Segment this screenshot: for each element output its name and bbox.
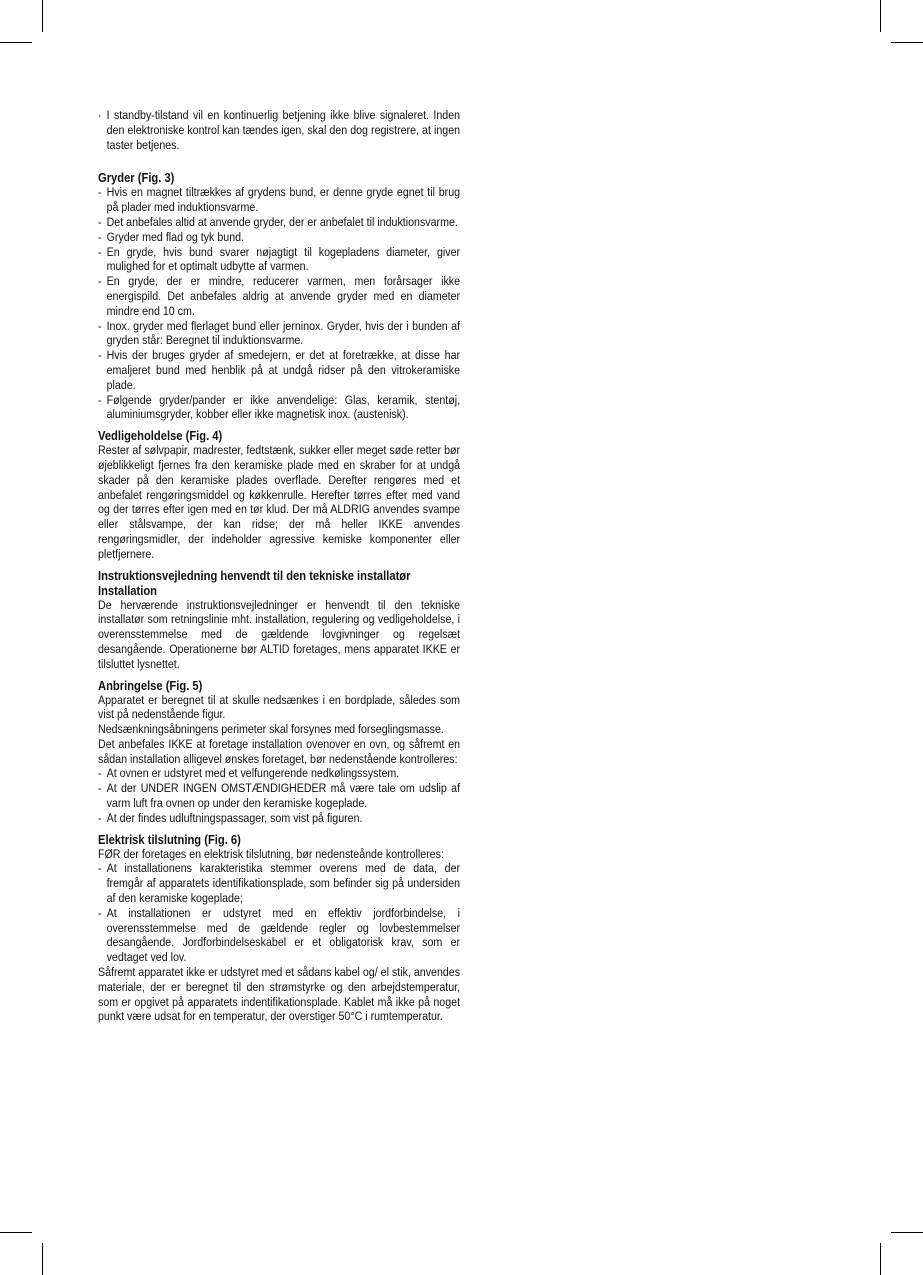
list-item: - Følgende gryder/pander er ikke anvendelige: Glas, keramik, stentøj, aluminiumsgryder, kobber eller ikke magnetisk inox. (austenisk). xyxy=(98,393,460,423)
crop-mark-top-right-v xyxy=(880,0,881,32)
vedligeholdelse-text: Rester af sølvpapir, madrester, fedtstænk, sukker eller meget søde retter bør øjeblikkeligt fjernes fra den keramiske plade med en skraber for at undgå skader på den keramiske plades overflade. Derefter rengøres med et anbefalet rengøringsmiddel og køkkenrulle. Herefter tørres efter med vand og der tørres efter igen med en tør klud. Der må ALDRIG anvendes svampe eller stålsvampe, der kan ridse; der må heller IKKE anvendes rengøringsmidler, der indeholder agressive kemiske komponenter eller pletfjernere. xyxy=(98,443,461,561)
list-item: · I standby-tilstand vil en kontinuerlig betjening ikke blive signaleret. Inden den elektroniske kontrol kan tændes igen, skal den dog registrere, at ingen taster betjenes. xyxy=(98,108,460,152)
list-item: - Gryder med flad og tyk bund. xyxy=(98,230,460,245)
crop-mark-top-right-h xyxy=(891,42,923,43)
list-item: - Det anbefales altid at anvende gryder, der er anbefalet til induktionsvarme. xyxy=(98,215,460,230)
crop-mark-top-left-h xyxy=(0,42,32,43)
elektrisk-text-1: FØR der foretages en elektrisk tilslutning, bør nedensteånde kontrolleres: xyxy=(98,846,444,861)
installation-text: De herværende instruktionsvejledninger er henvendt til den tekniske installatør som retningslinie mht. installation, regulering og vedligeholdelse, i overensstemmelse med de gældende lovgivninger og regelsæt desangående. Operationerne bør ALTID foretages, mens apparatet IKKE er tilsluttet lysnettet. xyxy=(98,597,461,671)
list-item: - At der UNDER INGEN OMSTÆNDIGHEDER må være tale om udslip af varm luft fra ovnen op under den keramiske kogeplade. xyxy=(98,781,460,811)
section-heading-installation: Installation xyxy=(98,582,158,598)
intro-list xyxy=(98,108,460,152)
anbringelse-text-1: Apparatet er beregnet til at skulle nedsænkes i en bordplade, således som vist på nedenstående figur. xyxy=(98,692,461,722)
list-item: - At ovnen er udstyret med et velfungerende nedkølingssystem. xyxy=(98,766,460,781)
list-item: - Inox. gryder med flerlaget bund eller jerninox. Gryder, hvis der i bunden af gryden står: Beregnet til induktionsvarme. xyxy=(98,319,460,349)
text-column xyxy=(98,108,460,1024)
crop-mark-bottom-left-h xyxy=(0,1232,32,1233)
elektrisk-text-2: Såfremt apparatet ikke er udstyret med et sådans kabel og/ el stik, anvendes materiale, der er beregnet til den strømstyrke og den arbejdstemperatur, som er opgivet på apparatets indentifikationsplade. Kablet må ikke på noget punkt være udsat for en temperatur, der overstiger 50°C i rumtemperatur. xyxy=(98,965,461,1024)
anbringelse-text-3: Det anbefales IKKE at foretage installation ovenover en ovn, og såfremt en sådan installation alligevel ønskes foretaget, bør nedenstående kontrolleres: xyxy=(98,736,461,766)
list-item: - At installationens karakteristika stemmer overens med de data, der fremgår af apparatets identifikationsplade, som befinder sig på undersiden af den keramiske kogeplade; xyxy=(98,861,460,905)
elektrisk-list xyxy=(98,861,460,965)
crop-mark-top-left-v xyxy=(42,0,43,32)
list-item: - At der findes udluftningspassager, som vist på figuren. xyxy=(98,811,460,826)
section-heading-instruktion: Instruktionsvejledning henvendt til den tekniske installatør xyxy=(98,567,411,583)
section-heading-gryder: Gryder (Fig. 3) xyxy=(98,170,175,186)
gryder-list xyxy=(98,185,460,422)
list-item: - En gryde, hvis bund svarer nøjagtigt til kogepladens diameter, giver mulighed for et optimalt udbytte af varmen. xyxy=(98,245,460,275)
crop-mark-bottom-left-v xyxy=(42,1243,43,1275)
anbringelse-list xyxy=(98,766,460,825)
anbringelse-text-2: Nedsænkningsåbningens perimeter skal forsynes med forseglingsmasse. xyxy=(98,722,444,737)
list-item: - At installationen er udstyret med en effektiv jordforbindelse, i overensstemmelse med de gældende regler og lovbestemmelser desangående. Jordforbindelseskabel er et obligatorisk krav, som er vedtaget ved lov. xyxy=(98,906,460,965)
section-heading-elektrisk: Elektrisk tilslutning (Fig. 6) xyxy=(98,831,241,847)
list-item: - Hvis en magnet tiltrækkes af grydens bund, er denne gryde egnet til brug på plader med induktionsvarme. xyxy=(98,185,460,215)
section-heading-anbringelse: Anbringelse (Fig. 5) xyxy=(98,677,203,693)
crop-mark-bottom-right-h xyxy=(891,1232,923,1233)
crop-mark-bottom-right-v xyxy=(880,1243,881,1275)
section-heading-vedligeholdelse: Vedligeholdelse (Fig. 4) xyxy=(98,428,223,444)
list-item: - En gryde, der er mindre, reducerer varmen, men forårsager ikke energispild. Det anbefales aldrig at anvende gryder med en diameter mindre end 10 cm. xyxy=(98,274,460,318)
list-item: - Hvis der bruges gryder af smedejern, er det at foretrække, at disse har emaljeret bund med henblik på at undgå ridser på den vitrokeramiske plade. xyxy=(98,348,460,392)
